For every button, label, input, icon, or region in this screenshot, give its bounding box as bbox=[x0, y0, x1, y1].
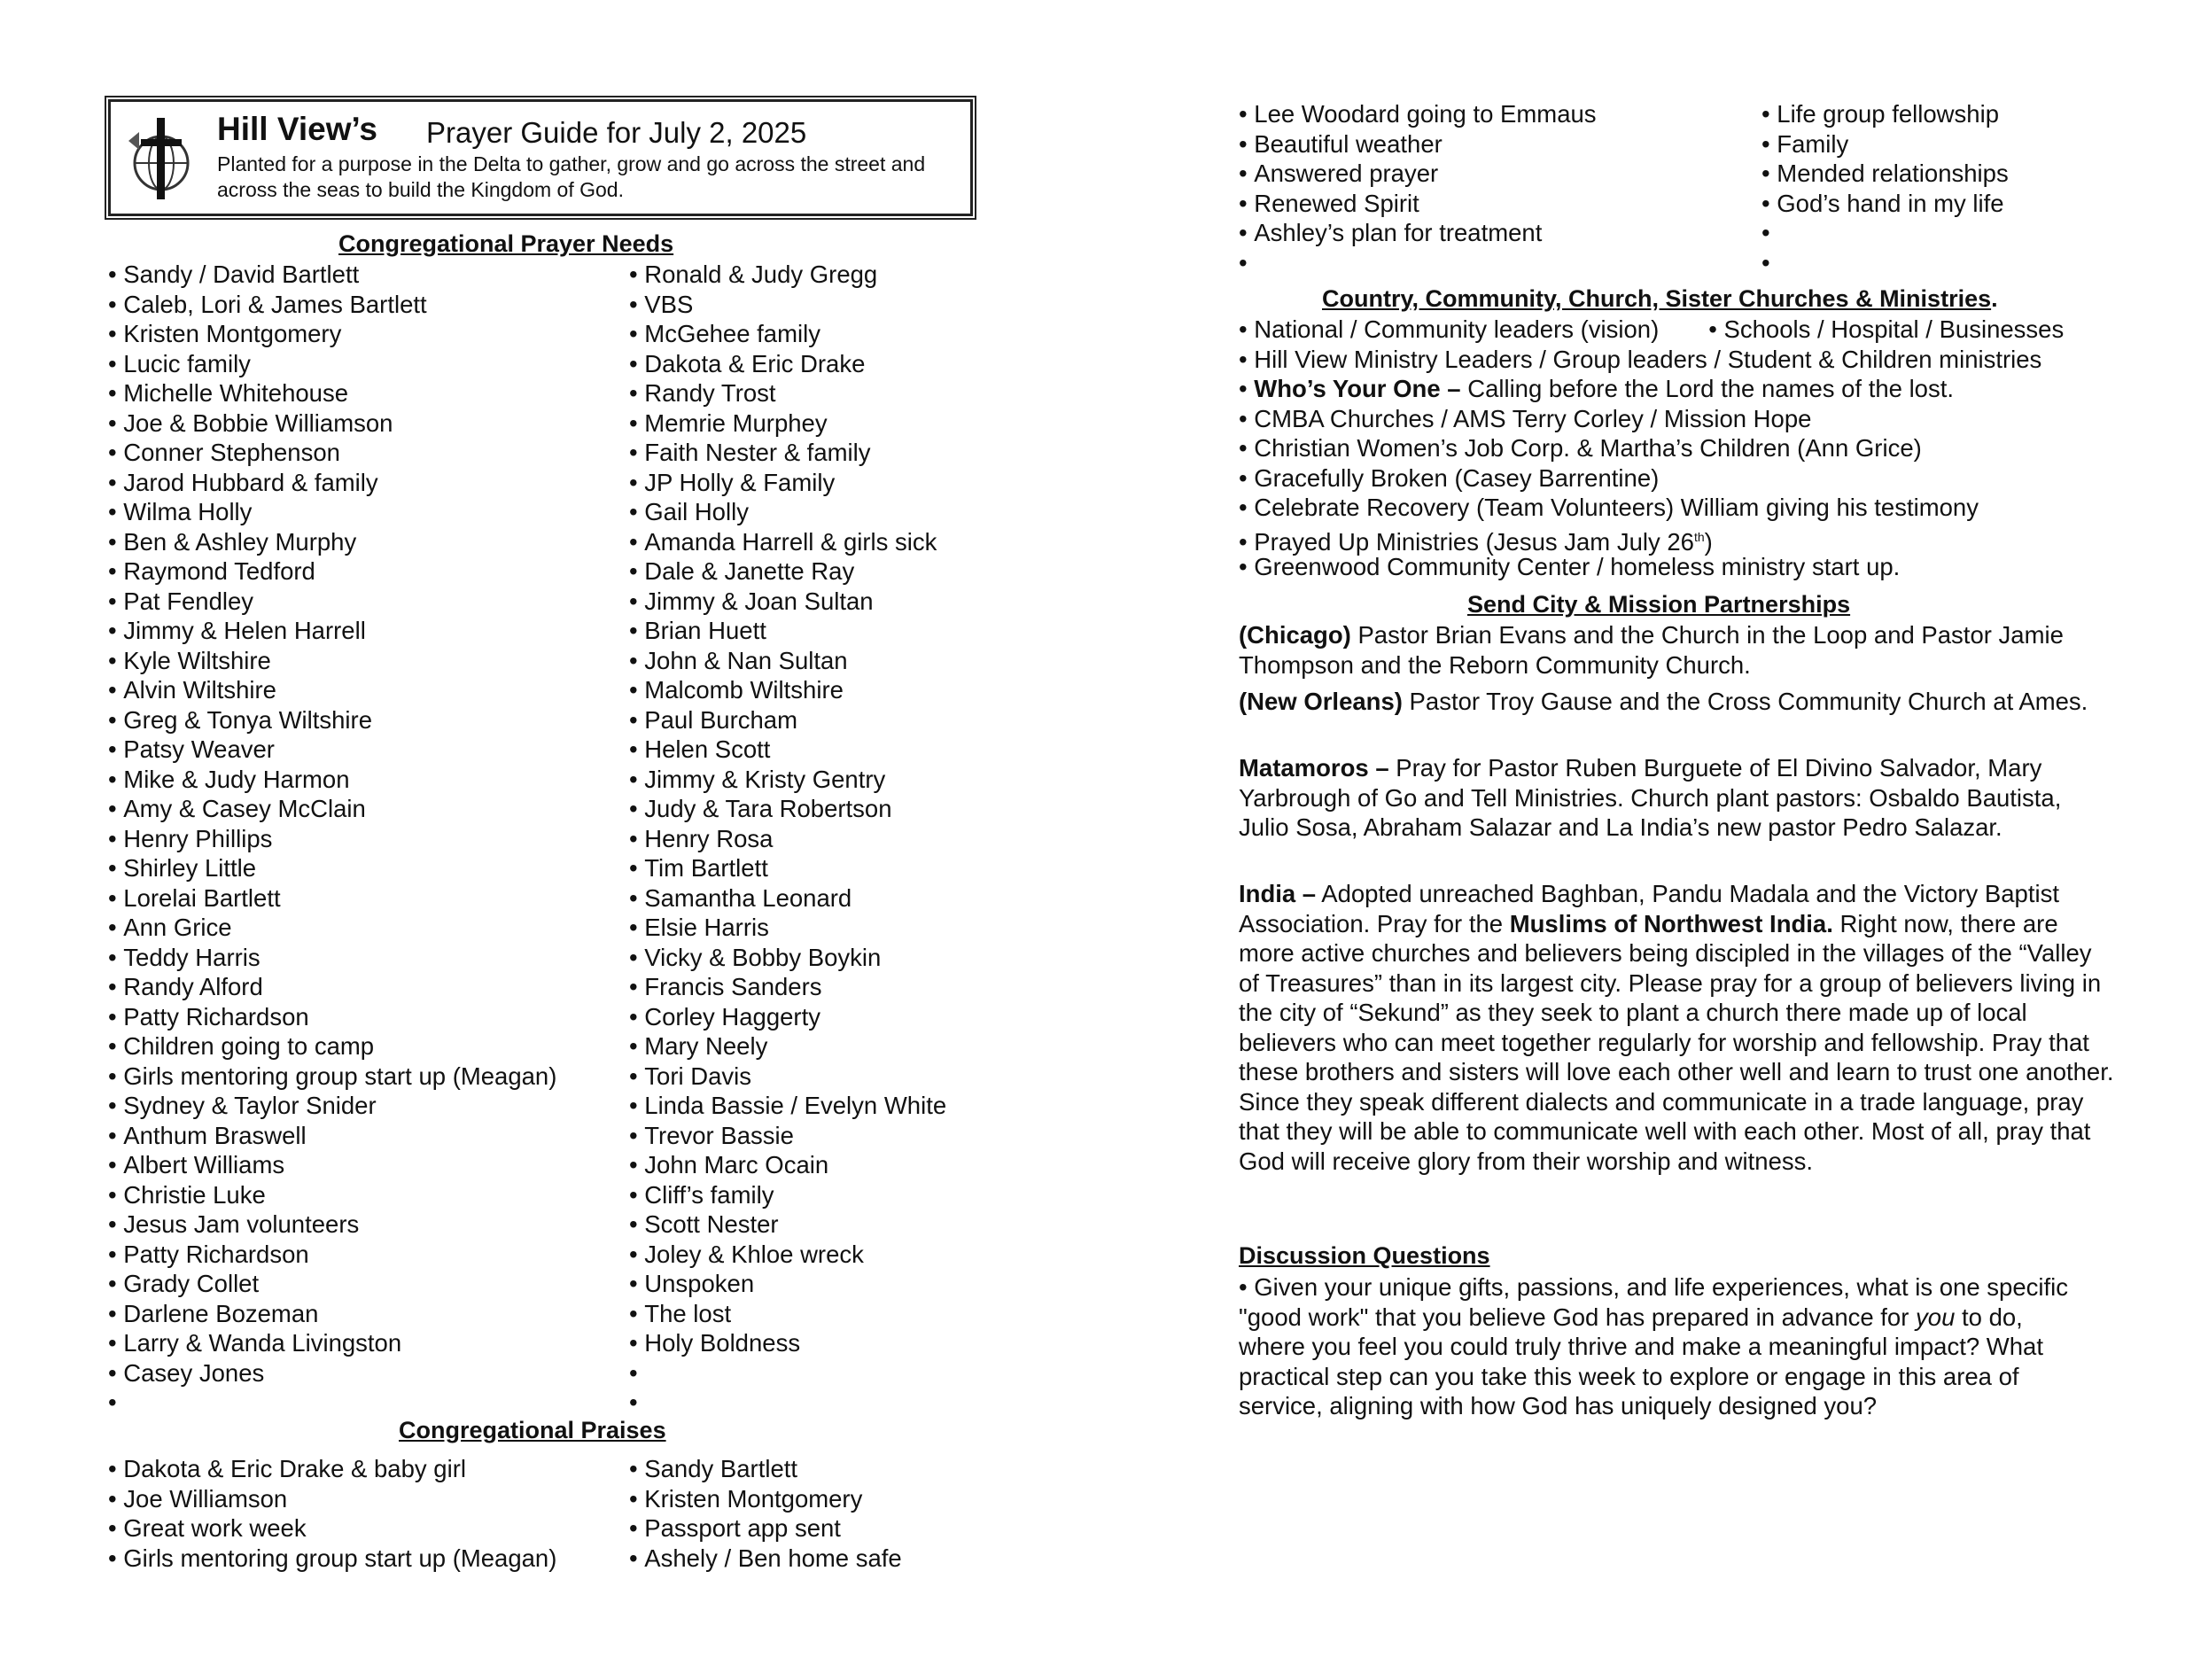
prayer-need-item: • Albert Williams bbox=[108, 1150, 556, 1180]
prayer-need-item: • Memrie Murphey bbox=[629, 408, 946, 439]
matamoros-paragraph: Matamoros – Pray for Pastor Ruben Burguete of El Divino Salvador, Mary Yarbrough of Go and Tell Ministries. Church plant pastors: Osbaldo Bautista, Julio Sosa, Abraham Salazar and La India’s new pastor Pedro Salazar. bbox=[1239, 754, 2062, 841]
praise-item bbox=[1761, 248, 2009, 278]
praise-item bbox=[1239, 248, 1597, 278]
prayer-need-item: • Jimmy & Joan Sultan bbox=[629, 587, 946, 617]
country-item: • Greenwood Community Center / homeless ministry start up. bbox=[1239, 552, 2064, 582]
prayer-need-item: • Jimmy & Kristy Gentry bbox=[629, 765, 946, 795]
prayer-need-item: • Alvin Wiltshire bbox=[108, 675, 556, 705]
prayer-need-item: • Jimmy & Helen Harrell bbox=[108, 616, 556, 646]
prayer-need-item: • Cliff’s family bbox=[629, 1180, 946, 1210]
praise-item: • Great work week bbox=[108, 1513, 556, 1544]
praise-item: • Girls mentoring group start up (Meagan) bbox=[108, 1544, 556, 1574]
chicago-paragraph: (Chicago) Pastor Brian Evans and the Church in the Loop and Pastor Jamie Thompson and the Reborn Community Church. bbox=[1239, 621, 2064, 679]
prayer-need-item: • Michelle Whitehouse bbox=[108, 378, 556, 408]
prayer-need-item: • Raymond Tedford bbox=[108, 556, 556, 587]
prayer-need-item: • John Marc Ocain bbox=[629, 1150, 946, 1180]
prayer-need-item: • Mary Neely bbox=[629, 1031, 946, 1062]
prayer-need-item: • Patty Richardson bbox=[108, 1002, 556, 1032]
prayer-need-item: • Conner Stephenson bbox=[108, 438, 556, 468]
prayer-need-item: • Mike & Judy Harmon bbox=[108, 765, 556, 795]
prayer-need-item: • Larry & Wanda Livingston bbox=[108, 1328, 556, 1358]
prayer-need-item: • Wilma Holly bbox=[108, 497, 556, 527]
country-heading-text: Country, Community, Church, Sister Churches & Ministries bbox=[1322, 285, 1992, 312]
country-item: • Christian Women’s Job Corp. & Martha’s Children (Ann Grice) bbox=[1239, 433, 2064, 463]
prayer-need-item: • Judy & Tara Robertson bbox=[629, 794, 946, 824]
country-item: • CMBA Churches / AMS Terry Corley / Mission Hope bbox=[1239, 404, 2064, 434]
praise-item: • Dakota & Eric Drake & baby girl bbox=[108, 1454, 556, 1484]
prayer-need-item: • Francis Sanders bbox=[629, 972, 946, 1002]
country-item: • National / Community leaders (vision) • Schools / Hospital / Businesses bbox=[1239, 315, 2064, 345]
praise-item: • Joe Williamson bbox=[108, 1484, 556, 1514]
praise-item: • Beautiful weather bbox=[1239, 129, 1597, 159]
prayer-need-item: • Casey Jones bbox=[108, 1358, 556, 1388]
praise-item: • Lee Woodard going to Emmaus bbox=[1239, 99, 1597, 129]
prayer-need-item: • The lost bbox=[629, 1299, 946, 1329]
country-item: • Gracefully Broken (Casey Barrentine) bbox=[1239, 463, 2064, 494]
prayer-need-item: • Greg & Tonya Wiltshire bbox=[108, 705, 556, 735]
prayer-need-item: • Pat Fendley bbox=[108, 587, 556, 617]
country-list bbox=[1239, 315, 2064, 582]
prayer-need-item: • VBS bbox=[629, 290, 946, 320]
praise-item: • Sandy Bartlett bbox=[629, 1454, 902, 1484]
india-paragraph: India – Adopted unreached Baghban, Pandu Madala and the Victory Baptist Association. Pray for the Muslims of Northwest India. Right now, there are more active churches and believers being discipled in the villages of the “Valley of Treasures” than in its largest city. Please pray for a group of believers living in the city of “Sekund” as they seek to plant a church there made up of local believers who can meet together regularly for worship and fellowship. Pray that these brothers and sisters will love each other well and learn to trust one another. Since they speak different dialects and communicate in a trade language, pray that they will be able to communicate well with each other. Most of all, pray that God will receive glory from their worship and witness. bbox=[1239, 880, 2114, 1175]
praise-item bbox=[1761, 218, 2009, 248]
prayer-need-item: • Henry Phillips bbox=[108, 824, 556, 854]
prayer-need-item: • Malcomb Wiltshire bbox=[629, 675, 946, 705]
prayer-need-item: • Unspoken bbox=[629, 1269, 946, 1299]
prayer-need-item: • Shirley Little bbox=[108, 853, 556, 883]
prayer-need-item: • Teddy Harris bbox=[108, 943, 556, 973]
country-item: • Who’s Your One – Calling before the Lord the names of the lost. bbox=[1239, 374, 2064, 404]
discussion-heading: Discussion Questions bbox=[1239, 1242, 1490, 1269]
praise-item: • Passport app sent bbox=[629, 1513, 902, 1544]
praise-item: • God’s hand in my life bbox=[1761, 189, 2009, 219]
prayer-need-item: • Ronald & Judy Gregg bbox=[629, 260, 946, 290]
prayer-need-item: • Henry Rosa bbox=[629, 824, 946, 854]
prayer-need-item: • Faith Nester & family bbox=[629, 438, 946, 468]
tagline: Planted for a purpose in the Delta to gather, grow and go across the street and across the seas to build the Kingdom of God. bbox=[217, 152, 926, 201]
prayer-need-item: • Lucic family bbox=[108, 349, 556, 379]
praise-item: • Renewed Spirit bbox=[1239, 189, 1597, 219]
church-cross-globe-logo bbox=[121, 114, 205, 203]
praises-list-right bbox=[629, 1454, 902, 1573]
prayer-need-item: • Ben & Ashley Murphy bbox=[108, 527, 556, 557]
prayer-need-item: • Kyle Wiltshire bbox=[108, 646, 556, 676]
prayer-need-item: • Elsie Harris bbox=[629, 913, 946, 943]
praise-item: • Life group fellowship bbox=[1761, 99, 2009, 129]
prayer-need-item: • Anthum Braswell bbox=[108, 1121, 556, 1151]
send-heading: Send City & Mission Partnerships bbox=[1467, 591, 1851, 618]
praise-item: • Mended relationships bbox=[1761, 159, 2009, 189]
prayer-need-item: • Corley Haggerty bbox=[629, 1002, 946, 1032]
prayer-need-item: • Sydney & Taylor Snider bbox=[108, 1091, 556, 1121]
prayer-need-item: • Randy Alford bbox=[108, 972, 556, 1002]
praises-list-continued-left bbox=[1239, 99, 1597, 277]
praise-item: • Kristen Montgomery bbox=[629, 1484, 902, 1514]
prayer-need-item: • Dale & Janette Ray bbox=[629, 556, 946, 587]
praise-item: • Family bbox=[1761, 129, 2009, 159]
prayer-need-item: • McGehee family bbox=[629, 319, 946, 349]
prayer-need-item: • Grady Collet bbox=[108, 1269, 556, 1299]
prayer-needs-list-left bbox=[108, 260, 556, 1418]
prayer-need-item: • Children going to camp bbox=[108, 1031, 556, 1062]
prayer-need-item: • Trevor Bassie bbox=[629, 1121, 946, 1151]
prayer-need-item bbox=[629, 1388, 946, 1418]
prayer-need-item: • Gail Holly bbox=[629, 497, 946, 527]
prayer-need-item: • JP Holly & Family bbox=[629, 468, 946, 498]
prayer-need-item: • Patty Richardson bbox=[108, 1240, 556, 1270]
country-item: • Prayed Up Ministries (Jesus Jam July 26th) bbox=[1239, 523, 2064, 553]
prayer-need-item: • Randy Trost bbox=[629, 378, 946, 408]
prayer-need-item: • Darlene Bozeman bbox=[108, 1299, 556, 1329]
prayer-need-item: • Christie Luke bbox=[108, 1180, 556, 1210]
prayer-need-item: • Tori Davis bbox=[629, 1062, 946, 1092]
praise-item: • Ashely / Ben home safe bbox=[629, 1544, 902, 1574]
country-item: • Hill View Ministry Leaders / Group leaders / Student & Children ministries bbox=[1239, 345, 2064, 375]
prayer-need-item: • Samantha Leonard bbox=[629, 883, 946, 914]
prayer-need-item bbox=[108, 1388, 556, 1418]
prayer-need-item: • Caleb, Lori & James Bartlett bbox=[108, 290, 556, 320]
praise-item: • Ashley’s plan for treatment bbox=[1239, 218, 1597, 248]
praises-list-continued-right bbox=[1761, 99, 2009, 277]
prayer-need-item: • Ann Grice bbox=[108, 913, 556, 943]
country-heading bbox=[1322, 285, 1998, 313]
discussion-question: • Given your unique gifts, passions, and life experiences, what is one specific "good work" that you believe God has prepared in advance for you to do, where you feel you could truly thrive and make a meaningful impact? What practical step can you take this week to explore or engage in this area of service, aligning with how God has uniquely designed you? bbox=[1239, 1273, 2068, 1419]
prayer-need-item: • John & Nan Sultan bbox=[629, 646, 946, 676]
prayer-needs-heading: Congregational Prayer Needs bbox=[338, 230, 674, 257]
praises-list-left bbox=[108, 1454, 556, 1573]
church-name: Hill View’s bbox=[217, 111, 377, 147]
prayer-need-item: • Scott Nester bbox=[629, 1209, 946, 1240]
country-item: • Celebrate Recovery (Team Volunteers) William giving his testimony bbox=[1239, 493, 2064, 523]
prayer-need-item: • Jesus Jam volunteers bbox=[108, 1209, 556, 1240]
prayer-need-item: • Linda Bassie / Evelyn White bbox=[629, 1091, 946, 1121]
prayer-need-item: • Tim Bartlett bbox=[629, 853, 946, 883]
prayer-need-item bbox=[629, 1358, 946, 1388]
prayer-need-item: • Lorelai Bartlett bbox=[108, 883, 556, 914]
country-heading-period: . bbox=[1991, 285, 1998, 312]
prayer-need-item: • Patsy Weaver bbox=[108, 735, 556, 765]
praises-heading: Congregational Praises bbox=[399, 1417, 666, 1443]
prayer-needs-list-right bbox=[629, 260, 946, 1418]
prayer-need-item: • Helen Scott bbox=[629, 735, 946, 765]
prayer-need-item: • Jarod Hubbard & family bbox=[108, 468, 556, 498]
prayer-need-item: • Dakota & Eric Drake bbox=[629, 349, 946, 379]
prayer-need-item: • Sandy / David Bartlett bbox=[108, 260, 556, 290]
prayer-need-item: • Paul Burcham bbox=[629, 705, 946, 735]
praise-item: • Answered prayer bbox=[1239, 159, 1597, 189]
guide-title: Prayer Guide for July 2, 2025 bbox=[426, 116, 807, 149]
header-box bbox=[108, 99, 973, 216]
prayer-need-item: • Brian Huett bbox=[629, 616, 946, 646]
prayer-need-item: • Girls mentoring group start up (Meagan) bbox=[108, 1062, 556, 1092]
prayer-need-item: • Holy Boldness bbox=[629, 1328, 946, 1358]
prayer-need-item: • Kristen Montgomery bbox=[108, 319, 556, 349]
prayer-need-item: • Joe & Bobbie Williamson bbox=[108, 408, 556, 439]
prayer-need-item: • Amy & Casey McClain bbox=[108, 794, 556, 824]
new-orleans-paragraph: (New Orleans) Pastor Troy Gause and the Cross Community Church at Ames. bbox=[1239, 688, 2088, 715]
prayer-need-item: • Joley & Khloe wreck bbox=[629, 1240, 946, 1270]
prayer-need-item: • Vicky & Bobby Boykin bbox=[629, 943, 946, 973]
prayer-need-item: • Amanda Harrell & girls sick bbox=[629, 527, 946, 557]
